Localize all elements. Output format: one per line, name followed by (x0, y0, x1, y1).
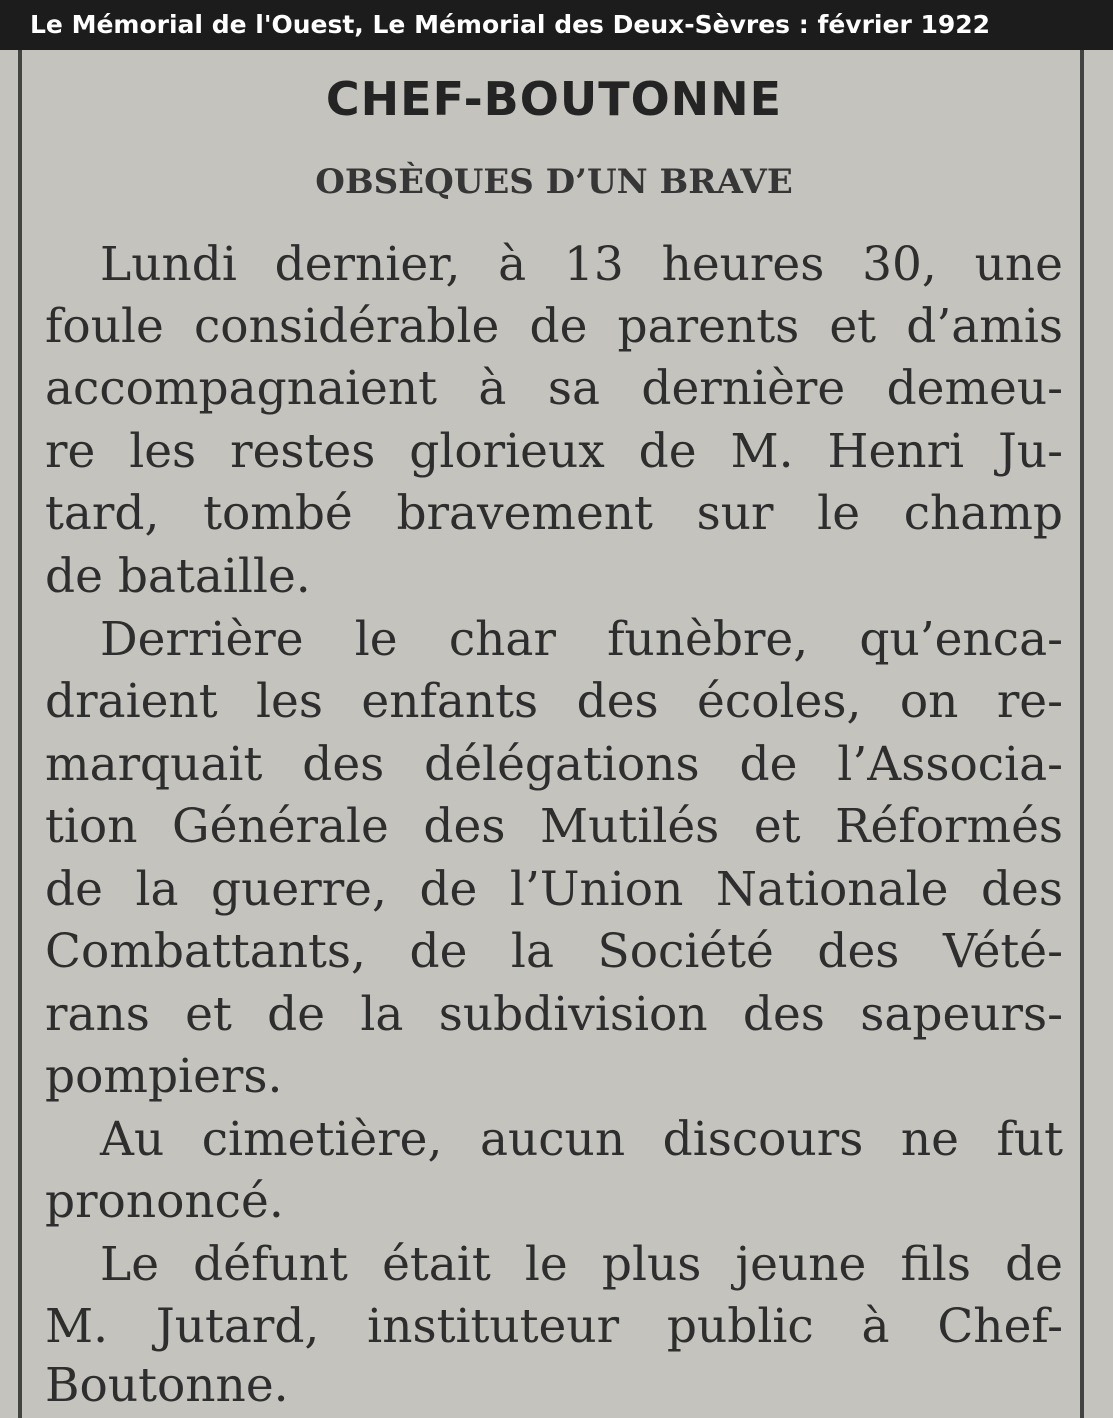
article-line: Derrière le char funèbre, qu’enca- (100, 612, 1063, 667)
article-line: pompiers. (45, 1049, 283, 1104)
article-line: Combattants, de la Société des Vété- (45, 924, 1063, 979)
article-line: Boutonne. (45, 1358, 289, 1413)
article-line: Le défunt était le plus jeune fils de (100, 1237, 1063, 1292)
article-line: re les restes glorieux de M. Henri Ju- (45, 424, 1063, 479)
article-line: M. Jutard, instituteur public à Chef- (45, 1299, 1063, 1354)
column-rule-right (1080, 50, 1084, 1418)
article-headline: CHEF-BOUTONNE (325, 72, 783, 126)
article-line: rans et de la subdivision des sapeurs- (45, 987, 1063, 1042)
article-line: draient les enfants des écoles, on re- (45, 674, 1063, 729)
article-line: de la guerre, de l’Union Nationale des (45, 862, 1063, 917)
article-line: Lundi dernier, à 13 heures 30, une (100, 237, 1063, 292)
article-line: tard, tombé bravement sur le champ (45, 486, 1063, 541)
article-line: tion Générale des Mutilés et Réformés (45, 799, 1063, 854)
article-line: accompagnaient à sa dernière demeu- (45, 361, 1063, 416)
newspaper-clipping (0, 50, 1113, 1418)
article-subhead: OBSÈQUES D’UN BRAVE (315, 162, 793, 202)
article (45, 50, 1063, 1418)
article-line: Au cimetière, aucun discours ne fut (100, 1112, 1063, 1167)
column-rule-left (18, 50, 22, 1418)
header-title: Le Mémorial de l'Ouest, Le Mémorial des Deux-Sèvres : février 1922 (0, 0, 1113, 50)
article-line: marquait des délégations de l’Associa- (45, 737, 1063, 792)
article-line: prononcé. (45, 1174, 284, 1229)
article-line: foule considérable de parents et d’amis (45, 299, 1063, 354)
article-line: de bataille. (45, 549, 311, 604)
